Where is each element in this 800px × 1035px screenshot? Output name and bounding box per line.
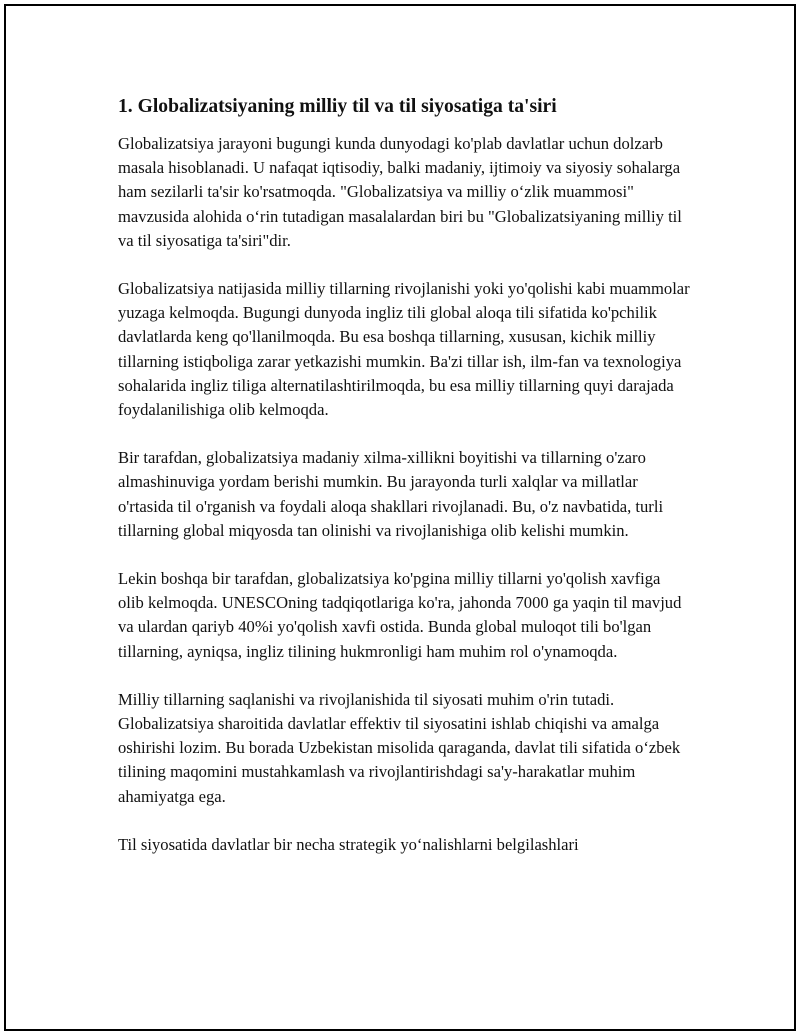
paragraph-6: Til siyosatida davlatlar bir necha strategik yo‘nalishlarni belgilashlari (118, 834, 579, 854)
document-body (118, 94, 690, 881)
paragraph-5: Milliy tillarning saqlanishi va rivojlanishida til siyosati muhim o'rin tutadi. Globalizatsiya sharoitida davlatlar effektiv til siyosatini ishlab chiqishi va amalga oshirishi lozim. Bu borada Uzbekistan misolida qaraganda, davlat tili sifatida o‘zbek tilining maqomini mustahkamlash va rivojlantirishdagi sa'y-harakatlar muhim ahamiyatga ega. (118, 689, 681, 806)
paragraph-2: Globalizatsiya natijasida milliy tillarning rivojlanishi yoki yo'qolishi kabi muammolar yuzaga kelmoqda. Bugungi dunyoda ingliz tili global aloqa tili sifatida ko'pchilik davlatlarda keng qo'llanilmoqda. Bu esa boshqa tillarning, xususan, kichik milliy tillarning istiqboliga zarar yetkazishi mumkin. Ba'zi tillar ish, ilm-fan va texnologiya sohalarida ingliz tiliga alternatilashtirilmoqda, bu esa milliy tillarning quyi darajada foydalanilishiga olib kelmoqda. (118, 279, 690, 420)
section-heading: 1. Globalizatsiyaning milliy til va til siyosatiga ta'siri (118, 96, 557, 117)
paragraph-4: Lekin boshqa bir tarafdan, globalizatsiya ko'pgina milliy tillarni yo'qolish xavfiga olib kelmoqda. UNESCOning tadqiqotlariga ko'ra, jahonda 7000 ga yaqin til mavjud va ulardan qariyb 40%i yo'qolish xavfi ostida. Bunda global muloqot tili bo'lgan tillarning, ayniqsa, ingliz tilining hukmronligi ham muhim rol o'ynamoqda. (118, 569, 682, 661)
paragraph-1: Globalizatsiya jarayoni bugungi kunda dunyodagi ko'plab davlatlar uchun dolzarb masala hisoblanadi. U nafaqat iqtisodiy, balki madaniy, ijtimoiy va siyosiy sohalarga ham sezilarli ta'sir ko'rsatmoqda. "Globalizatsiya va milliy o‘zlik muammosi" mavzusida alohida o‘rin tutadigan masalalardan biri bu "Globalizatsiyaning milliy til va til siyosatiga ta'siri"dir. (118, 134, 682, 250)
paragraph-3: Bir tarafdan, globalizatsiya madaniy xilma-xillikni boyitishi va tillarning o'zaro almashinuviga yordam berishi mumkin. Bu jarayonda turli xalqlar va millatlar o'rtasida til o'rganish va foydali aloqa shakllari rivojlanadi. Bu, o'z navbatida, turli tillarning global miqyosda tan olinishi va rivojlanishiga olib kelishi mumkin. (118, 448, 664, 540)
